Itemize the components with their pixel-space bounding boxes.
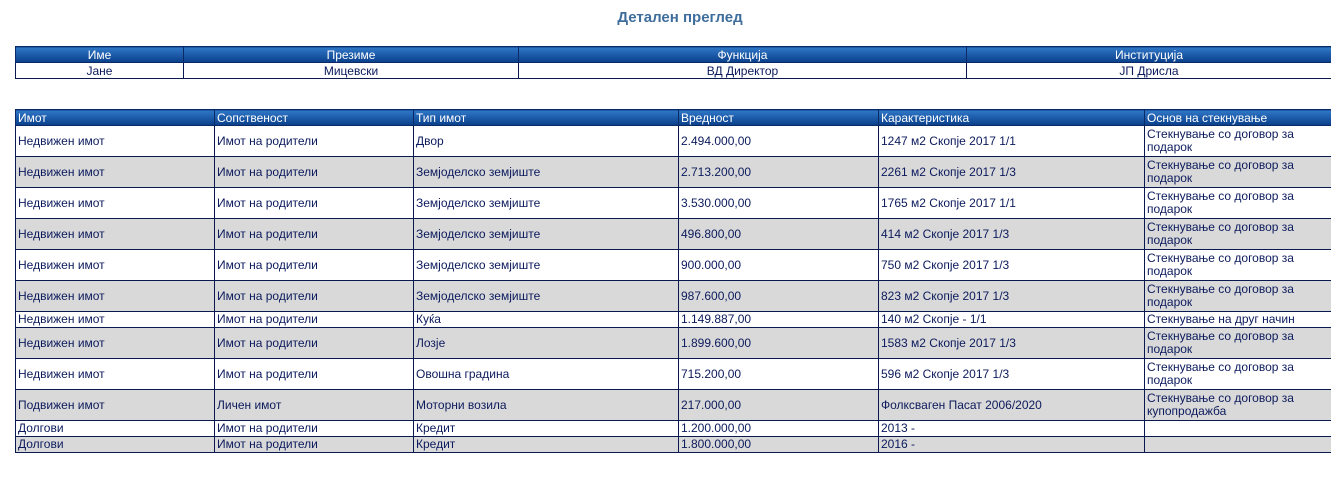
characteristic-cell: 750 м2 Скопје 2017 1/3: [879, 250, 1145, 281]
table-row: [16, 219, 1331, 250]
header-acquisition-basis: Основ на стекнување: [1145, 110, 1331, 126]
acquisition-basis-cell: [1145, 437, 1331, 453]
table-row: [16, 359, 1331, 390]
characteristic-cell: 414 м2 Скопје 2017 1/3: [879, 219, 1145, 250]
header-characteristic: Карактеристика: [879, 110, 1145, 126]
header-first-name: Име: [16, 47, 184, 63]
table-row: [16, 126, 1331, 157]
ownership-cell: Личен имот: [215, 390, 414, 421]
person-header-row: [16, 47, 1331, 63]
characteristic-cell: 2261 м2 Скопје 2017 1/3: [879, 157, 1145, 188]
acquisition-basis-cell: Стекнување со договор за подарок: [1145, 157, 1331, 188]
header-asset-type: Тип имот: [414, 110, 679, 126]
asset-type-cell: Овошна градина: [414, 359, 679, 390]
value-cell: 496.800,00: [679, 219, 879, 250]
characteristic-cell: 2016 -: [879, 437, 1145, 453]
characteristic-cell: 1765 м2 Скопје 2017 1/1: [879, 188, 1145, 219]
header-institution: Институција: [967, 47, 1331, 63]
person-first-name: Јане: [16, 63, 184, 79]
value-cell: 1.800.000,00: [679, 437, 879, 453]
asset-cell: Недвижен имот: [16, 359, 215, 390]
ownership-cell: Имот на родители: [215, 126, 414, 157]
table-row: [16, 188, 1331, 219]
asset-cell: Подвижен имот: [16, 390, 215, 421]
acquisition-basis-cell: Стекнување со договор за подарок: [1145, 126, 1331, 157]
person-institution: ЈП Дрисла: [967, 63, 1331, 79]
ownership-cell: Имот на родители: [215, 188, 414, 219]
header-ownership: Сопственост: [215, 110, 414, 126]
header-last-name: Презиме: [184, 47, 519, 63]
asset-type-cell: Моторни возила: [414, 390, 679, 421]
acquisition-basis-cell: Стекнување со договор за подарок: [1145, 250, 1331, 281]
ownership-cell: Имот на родители: [215, 437, 414, 453]
acquisition-basis-cell: Стекнување со договор за подарок: [1145, 219, 1331, 250]
asset-type-cell: Земјоделско земјиште: [414, 157, 679, 188]
value-cell: 2.713.200,00: [679, 157, 879, 188]
asset-cell: Недвижен имот: [16, 219, 215, 250]
characteristic-cell: 1583 м2 Скопје 2017 1/3: [879, 328, 1145, 359]
asset-cell: Недвижен имот: [16, 281, 215, 312]
person-info-table: [15, 46, 1331, 79]
table-row: [16, 250, 1331, 281]
asset-type-cell: Куќа: [414, 312, 679, 328]
asset-cell: Недвижен имот: [16, 157, 215, 188]
acquisition-basis-cell: Стекнување со договор за подарок: [1145, 328, 1331, 359]
value-cell: 900.000,00: [679, 250, 879, 281]
ownership-cell: Имот на родители: [215, 250, 414, 281]
ownership-cell: Имот на родители: [215, 157, 414, 188]
asset-type-cell: Земјоделско земјиште: [414, 250, 679, 281]
value-cell: 217.000,00: [679, 390, 879, 421]
ownership-cell: Имот на родители: [215, 328, 414, 359]
table-row: [16, 437, 1331, 453]
acquisition-basis-cell: Стекнување со договор за купопродажба: [1145, 390, 1331, 421]
value-cell: 987.600,00: [679, 281, 879, 312]
characteristic-cell: 1247 м2 Скопје 2017 1/1: [879, 126, 1145, 157]
table-row: [16, 312, 1331, 328]
table-row: [16, 157, 1331, 188]
characteristic-cell: 140 м2 Скопје - 1/1: [879, 312, 1145, 328]
asset-type-cell: Двор: [414, 126, 679, 157]
asset-cell: Долгови: [16, 437, 215, 453]
person-row: [16, 63, 1331, 79]
asset-type-cell: Земјоделско земјиште: [414, 188, 679, 219]
ownership-cell: Имот на родители: [215, 359, 414, 390]
ownership-cell: Имот на родители: [215, 312, 414, 328]
asset-cell: Недвижен имот: [16, 126, 215, 157]
header-asset: Имот: [16, 110, 215, 126]
assets-header-row: [16, 110, 1331, 126]
asset-type-cell: Лозје: [414, 328, 679, 359]
person-function: ВД Директор: [519, 63, 967, 79]
acquisition-basis-cell: [1145, 421, 1331, 437]
value-cell: 715.200,00: [679, 359, 879, 390]
value-cell: 3.530.000,00: [679, 188, 879, 219]
asset-type-cell: Кредит: [414, 437, 679, 453]
acquisition-basis-cell: Стекнување со договор за подарок: [1145, 281, 1331, 312]
table-row: [16, 281, 1331, 312]
table-row: [16, 421, 1331, 437]
table-row: [16, 328, 1331, 359]
ownership-cell: Имот на родители: [215, 421, 414, 437]
ownership-cell: Имот на родители: [215, 219, 414, 250]
asset-cell: Недвижен имот: [16, 250, 215, 281]
asset-type-cell: Земјоделско земјиште: [414, 281, 679, 312]
header-function: Функција: [519, 47, 967, 63]
value-cell: 1.200.000,00: [679, 421, 879, 437]
acquisition-basis-cell: Стекнување со договор за подарок: [1145, 188, 1331, 219]
characteristic-cell: Фолксваген Пасат 2006/2020: [879, 390, 1145, 421]
characteristic-cell: 2013 -: [879, 421, 1145, 437]
value-cell: 1.149.887,00: [679, 312, 879, 328]
asset-type-cell: Кредит: [414, 421, 679, 437]
person-last-name: Мицевски: [184, 63, 519, 79]
acquisition-basis-cell: Стекнување на друг начин: [1145, 312, 1331, 328]
characteristic-cell: 596 м2 Скопје 2017 1/3: [879, 359, 1145, 390]
asset-cell: Недвижен имот: [16, 312, 215, 328]
page-title: Детален преглед: [617, 9, 743, 26]
assets-table: [15, 109, 1331, 453]
acquisition-basis-cell: Стекнување со договор за подарок: [1145, 359, 1331, 390]
header-value: Вредност: [679, 110, 879, 126]
asset-cell: Недвижен имот: [16, 188, 215, 219]
asset-cell: Недвижен имот: [16, 328, 215, 359]
characteristic-cell: 823 м2 Скопје 2017 1/3: [879, 281, 1145, 312]
table-row: [16, 390, 1331, 421]
value-cell: 2.494.000,00: [679, 126, 879, 157]
ownership-cell: Имот на родители: [215, 281, 414, 312]
asset-cell: Долгови: [16, 421, 215, 437]
asset-type-cell: Земјоделско земјиште: [414, 219, 679, 250]
value-cell: 1.899.600,00: [679, 328, 879, 359]
